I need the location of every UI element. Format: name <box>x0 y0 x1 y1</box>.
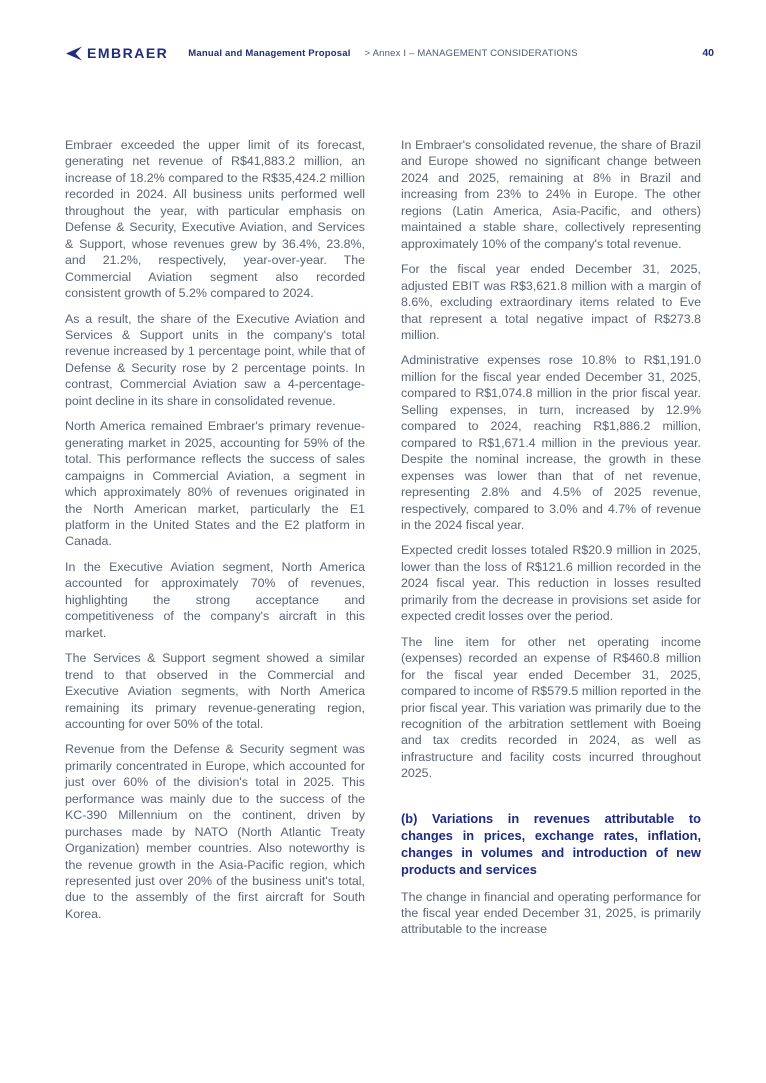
section-heading-b: (b) Variations in revenues attributable to changes in prices, exchange rates, inflation, changes in volumes and introduction of new products and services <box>401 810 701 878</box>
paragraph: In Embraer's consolidated revenue, the share of Brazil and Europe showed no significant change between 2024 and 2025, remaining at 8% in Brazil and increasing from 23% to 24% in Europe. The other regions (Latin America, Asia-Pacific, and others) maintained a stable share, collectively representing approximately 10% of the company's total revenue. <box>401 138 701 251</box>
paragraph: Administrative expenses rose 10.8% to R$1,191.0 million for the fiscal year ended December 31, 2025, compared to R$1,074.8 million in the prior fiscal year. Selling expenses, in turn, increased by 12.9% compared to 2024, reaching R$1,886.2 million, compared to R$1,671.4 million in the previous year. Despite the nominal increase, the growth in these expenses was lower than that of net revenue, representing 2.8% and 4.5% of 2025 revenue, respectively, compared to 3.0% and 4.7% of revenue in the 2024 fiscal year. <box>401 353 701 532</box>
embraer-logo <box>65 45 168 61</box>
paragraph: Embraer exceeded the upper limit of its forecast, generating net revenue of R$41,883.2 million, an increase of 18.2% compared to the R$35,424.2 million recorded in 2024. All business units performed well throughout the year, with particular emphasis on Defense & Security, Executive Aviation, and Services & Support, whose revenues grew by 36.4%, 23.8%, and 21.2%, respectively, year-over-year. The Commercial Aviation segment also recorded consistent growth of 5.2% compared to 2024. <box>65 138 365 301</box>
paragraph: North America remained Embraer's primary revenue-generating market in 2025, accounting for 59% of the total. This performance reflects the success of sales campaigns in Commercial Aviation, a segment in which approximately 80% of revenues originated in the North American market, particularly the E1 platform in the United States and the E2 platform in Canada. <box>65 419 365 549</box>
two-column-body <box>65 137 701 947</box>
paragraph: Expected credit losses totaled R$20.9 million in 2025, lower than the loss of R$121.6 million recorded in the 2024 fiscal year. This reduction in losses resulted primarily from the decrease in provisions set aside for expected credit losses over the period. <box>401 543 701 624</box>
paragraph: As a result, the share of the Executive Aviation and Services & Support units in the company's total revenue increased by 1 percentage point, while that of Defense & Security rose by 2 percentage points. In contrast, Commercial Aviation saw a 4-percentage-point decline in its share in consolidated revenue. <box>65 311 365 408</box>
paragraph: Revenue from the Defense & Security segment was primarily concentrated in Europe, which accounted for just over 60% of the division's total in 2025. This performance was mainly due to the success of the KC-390 Millennium on the continent, driven by purchases made by NATO (North Atlantic Treaty Organization) member countries. Also noteworthy is the revenue growth in the Asia-Pacific region, which represented just over 20% of the business unit's total, due to the assembly of the first aircraft for South Korea. <box>65 742 365 921</box>
page-number: 40 <box>702 47 714 59</box>
paragraph: The change in financial and operating performance for the fiscal year ended December 31, 2025, is primarily attributable to the increase <box>401 889 701 937</box>
page-header <box>65 42 714 64</box>
right-column <box>401 137 701 947</box>
breadcrumb: > Annex I – MANAGEMENT CONSIDERATIONS <box>364 47 578 59</box>
paragraph: For the fiscal year ended December 31, 2025, adjusted EBIT was R$3,621.8 million with a margin of 8.6%, excluding extraordinary items related to Eve that represent a total negative impact of R$273.8 million. <box>401 262 701 342</box>
document-title: Manual and Management Proposal <box>188 47 351 59</box>
embraer-arrow-icon <box>65 46 83 61</box>
left-column <box>65 137 365 947</box>
paragraph: The line item for other net operating income (expenses) recorded an expense of R$460.8 million for the fiscal year ended December 31, 2025, compared to income of R$579.5 million reported in the prior fiscal year. This variation was primarily due to the recognition of the arbitration settlement with Boeing and tax credits recorded in 2024, as well as infrastructure and facility costs incurred throughout 2025. <box>401 634 701 781</box>
paragraph: In the Executive Aviation segment, North America accounted for approximately 70% of revenues, highlighting the strong acceptance and competitiveness of the company's aircraft in this market. <box>65 559 365 640</box>
embraer-logo-text: EMBRAER <box>87 45 169 61</box>
paragraph: The Services & Support segment showed a similar trend to that observed in the Commercial and Executive Aviation segments, with North America remaining its primary revenue-generating region, accounting for over 50% of the total. <box>65 651 365 731</box>
